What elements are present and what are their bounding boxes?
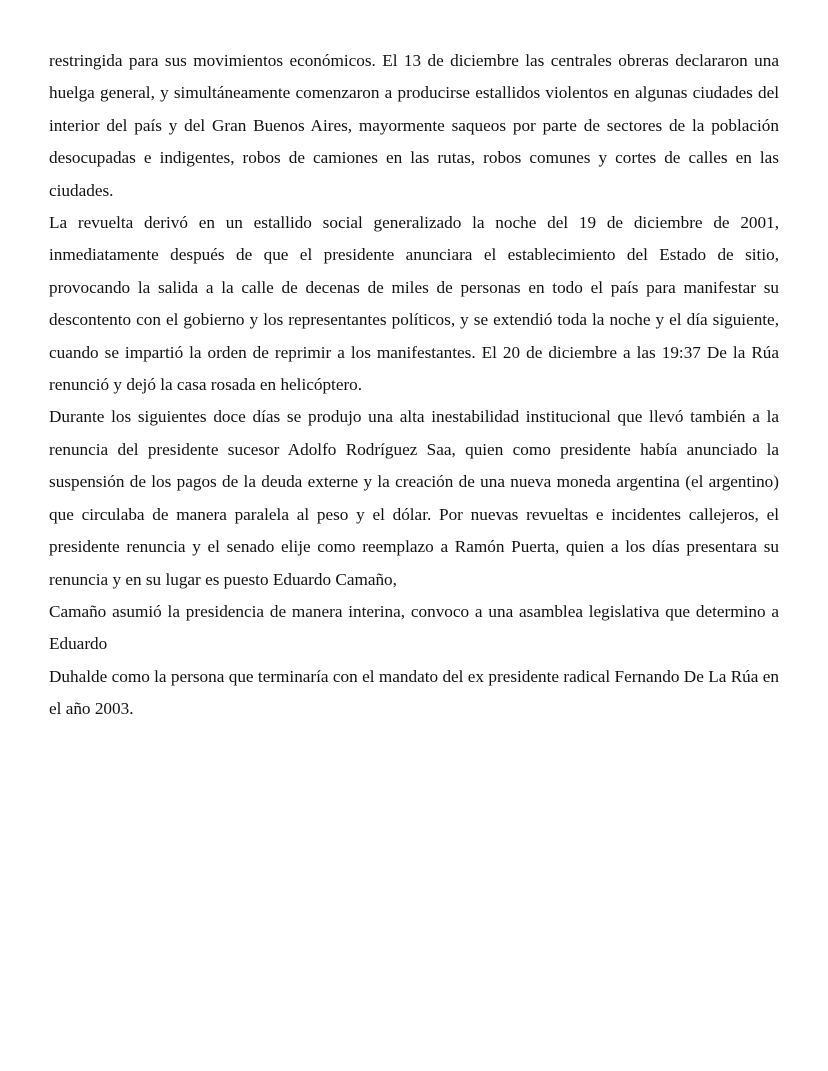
paragraph-4: Camaño asumió la presidencia de manera interina, convoco a una asamblea legislativa que determino a Eduardo	[49, 601, 779, 654]
paragraph-3: Durante los siguientes doce días se produjo una alta inestabilidad institucional que llevó también a la renuncia del presidente sucesor Adolfo Rodríguez Saa, quien como presidente había anunciado la suspensión de los pagos de la deuda externe y la creación de una nueva moneda argentina (el argentino) que circulaba de manera paralela al peso y el dólar. Por nuevas revueltas e incidentes callejeros, el presidente renuncia y el senado elije como reemplazo a Ramón Puerta, quien a los días presentara su renuncia y en su lugar es puesto Eduardo Camaño,	[49, 407, 779, 589]
paragraph-1: restringida para sus movimientos económicos. El 13 de diciembre las centrales obreras declararon una huelga general, y simultáneamente comenzaron a producirse estallidos violentos en algunas ciudades del interior del país y del Gran Buenos Aires, mayormente saqueos por parte de sectores de la población desocupadas e indigentes, robos de camiones en las rutas, robos comunes y cortes de calles en las ciudades.	[49, 51, 779, 200]
paragraph-5: Duhalde como la persona que terminaría con el mandato del ex presidente radical Fernando De La Rúa en el año 2003.	[49, 666, 779, 719]
paragraph-2: La revuelta derivó en un estallido social generalizado la noche del 19 de diciembre de 2001, inmediatamente después de que el presidente anunciara el establecimiento del Estado de sitio, provocando la salida a la calle de decenas de miles de personas en todo el país para manifestar su descontento con el gobierno y los representantes políticos, y se extendió toda la noche y el día siguiente, cuando se impartió la orden de reprimir a los manifestantes. El 20 de diciembre a las 19:37 De la Rúa renunció y dejó la casa rosada en helicóptero.	[49, 213, 779, 395]
body-text	[49, 45, 779, 726]
